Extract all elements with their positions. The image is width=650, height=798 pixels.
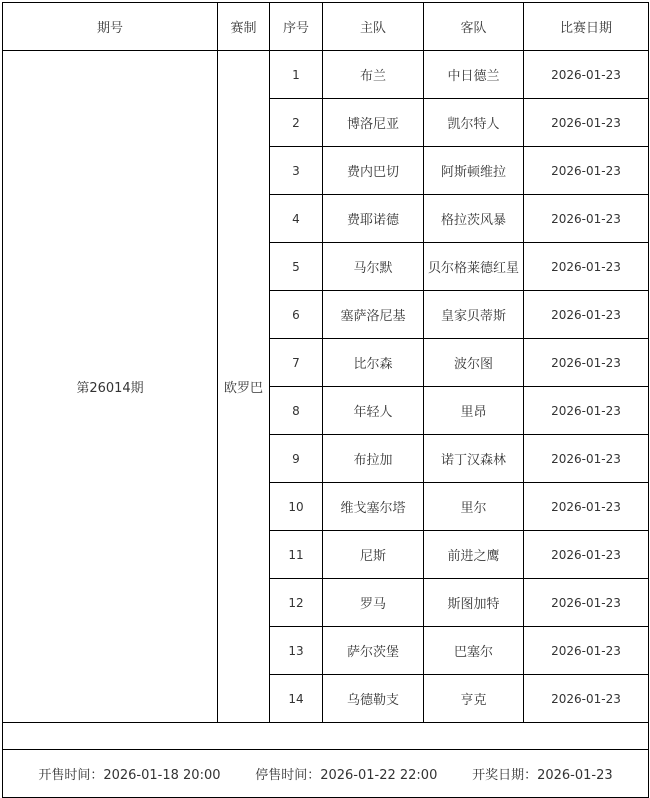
home-team: 布拉加: [323, 435, 424, 483]
match-date: 2026-01-23: [524, 147, 649, 195]
match-no: 7: [270, 339, 323, 387]
schedule-table: [2, 2, 649, 798]
away-team: 里尔: [424, 483, 524, 531]
match-no: 2: [270, 99, 323, 147]
away-team: 斯图加特: [424, 579, 524, 627]
away-team: 阿斯顿维拉: [424, 147, 524, 195]
match-date: 2026-01-23: [524, 579, 649, 627]
footer-cell: [3, 750, 649, 798]
away-team: 波尔图: [424, 339, 524, 387]
table-row: [3, 51, 649, 99]
footer-row: [3, 750, 649, 798]
match-date: 2026-01-23: [524, 195, 649, 243]
issue-cell: 第26014期: [3, 51, 218, 723]
home-team: 年轻人: [323, 387, 424, 435]
match-date: 2026-01-23: [524, 675, 649, 723]
away-team: 皇家贝蒂斯: [424, 291, 524, 339]
match-no: 8: [270, 387, 323, 435]
header-row: [3, 3, 649, 51]
match-no: 10: [270, 483, 323, 531]
match-no: 12: [270, 579, 323, 627]
away-team: 格拉茨风暴: [424, 195, 524, 243]
home-team: 布兰: [323, 51, 424, 99]
match-date: 2026-01-23: [524, 387, 649, 435]
away-team: 里昂: [424, 387, 524, 435]
match-no: 3: [270, 147, 323, 195]
match-date: 2026-01-23: [524, 291, 649, 339]
home-team: 费内巴切: [323, 147, 424, 195]
match-no: 9: [270, 435, 323, 483]
match-date: 2026-01-23: [524, 339, 649, 387]
away-team: 凯尔特人: [424, 99, 524, 147]
home-team: 马尔默: [323, 243, 424, 291]
home-team: 萨尔茨堡: [323, 627, 424, 675]
sale-stop-time: 停售时间：2026-01-22 22:00: [255, 768, 438, 783]
away-team: 诺丁汉森林: [424, 435, 524, 483]
home-team: 费耶诺德: [323, 195, 424, 243]
match-date: 2026-01-23: [524, 627, 649, 675]
away-team: 巴塞尔: [424, 627, 524, 675]
match-no: 4: [270, 195, 323, 243]
away-team: 亨克: [424, 675, 524, 723]
away-team: 前进之鹰: [424, 531, 524, 579]
match-date: 2026-01-23: [524, 243, 649, 291]
home-team: 尼斯: [323, 531, 424, 579]
header-date: 比赛日期: [524, 3, 649, 51]
match-date: 2026-01-23: [524, 435, 649, 483]
spacer-row: [3, 723, 649, 750]
match-date: 2026-01-23: [524, 483, 649, 531]
spacer-cell: [3, 723, 649, 750]
match-date: 2026-01-23: [524, 99, 649, 147]
home-team: 博洛尼亚: [323, 99, 424, 147]
match-no: 11: [270, 531, 323, 579]
home-team: 维戈塞尔塔: [323, 483, 424, 531]
header-away: 客队: [424, 3, 524, 51]
match-no: 6: [270, 291, 323, 339]
match-date: 2026-01-23: [524, 51, 649, 99]
match-no: 5: [270, 243, 323, 291]
match-date: 2026-01-23: [524, 531, 649, 579]
draw-date: 开奖日期：2026-01-23: [472, 768, 613, 783]
home-team: 比尔森: [323, 339, 424, 387]
header-issue: 期号: [3, 3, 218, 51]
home-team: 罗马: [323, 579, 424, 627]
away-team: 中日德兰: [424, 51, 524, 99]
home-team: 塞萨洛尼基: [323, 291, 424, 339]
match-no: 13: [270, 627, 323, 675]
home-team: 乌德勒支: [323, 675, 424, 723]
league-cell: 欧罗巴: [218, 51, 270, 723]
header-no: 序号: [270, 3, 323, 51]
match-no: 1: [270, 51, 323, 99]
sale-start-time: 开售时间：2026-01-18 20:00: [38, 768, 221, 783]
header-league: 赛制: [218, 3, 270, 51]
header-home: 主队: [323, 3, 424, 51]
match-no: 14: [270, 675, 323, 723]
away-team: 贝尔格莱德红星: [424, 243, 524, 291]
